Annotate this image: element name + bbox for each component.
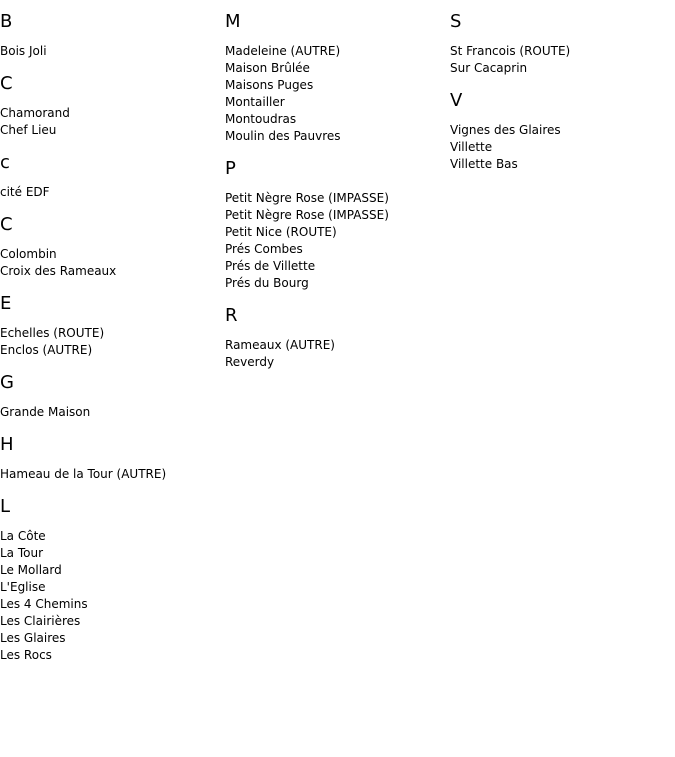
street-item[interactable]: Grande Maison [0,405,91,419]
street-item[interactable]: Le Mollard [0,563,62,577]
street-item[interactable]: Montailler [225,95,285,109]
index-column-3 [450,0,675,678]
street-list [0,246,225,280]
street-item[interactable]: Madeleine (AUTRE) [225,44,341,58]
letter-group-c [0,74,225,139]
letter-heading: C [0,214,13,235]
street-list [450,43,675,77]
letter-heading: c [0,152,10,173]
letter-group-p [225,159,450,292]
letter-heading: B [0,11,13,32]
street-item[interactable]: Maison Brûlée [225,61,310,75]
letter-heading: V [450,90,463,111]
street-list [0,43,225,60]
street-list [0,105,225,139]
street-item[interactable]: Sur Cacaprin [450,61,528,75]
street-item[interactable]: Maisons Puges [225,78,314,92]
street-list [0,466,225,483]
letter-heading: G [0,372,14,393]
street-item[interactable]: Bois Joli [0,44,47,58]
street-item[interactable]: Les Clairières [0,614,81,628]
street-item[interactable]: Villette Bas [450,157,518,171]
letter-group-c-lower [0,153,225,201]
street-item[interactable]: cité EDF [0,185,50,199]
street-item[interactable]: Chamorand [0,106,70,120]
street-item[interactable]: Petit Nègre Rose (IMPASSE) [225,208,389,222]
street-item[interactable]: Echelles (ROUTE) [0,326,105,340]
street-item[interactable]: Prés de Villette [225,259,316,273]
street-item[interactable]: Colombin [0,247,57,261]
street-item[interactable]: La Tour [0,546,44,560]
street-item[interactable]: L'Eglise [0,580,46,594]
letter-heading: S [450,11,462,32]
letter-group-l [0,497,225,664]
letter-group-c-2 [0,215,225,280]
letter-heading: H [0,434,14,455]
street-list [0,528,225,664]
street-item[interactable]: Croix des Rameaux [0,264,117,278]
street-item[interactable]: Prés Combes [225,242,303,256]
street-list [225,43,450,145]
index-column-2 [225,0,450,678]
letter-group-m [225,12,450,145]
letter-heading: E [0,293,12,314]
index-column-1 [0,0,225,678]
letter-group-v [450,91,675,173]
street-item[interactable]: Prés du Bourg [225,276,309,290]
street-list [450,122,675,173]
letter-heading: R [225,305,238,326]
street-item[interactable]: Chef Lieu [0,123,57,137]
letter-heading: P [225,158,236,179]
street-item[interactable]: Villette [450,140,493,154]
street-item[interactable]: St Francois (ROUTE) [450,44,571,58]
street-list [225,190,450,292]
street-list [225,337,450,371]
street-list [0,184,225,201]
street-item[interactable]: Enclos (AUTRE) [0,343,93,357]
street-item[interactable]: Les Rocs [0,648,52,662]
letter-heading: L [0,496,11,517]
street-item[interactable]: Les Glaires [0,631,66,645]
letter-heading: M [225,11,241,32]
street-list [0,325,225,359]
street-item[interactable]: Rameaux (AUTRE) [225,338,335,352]
street-item[interactable]: La Côte [0,529,46,543]
letter-group-b [0,12,225,60]
letter-group-h [0,435,225,483]
letter-heading: C [0,73,13,94]
letter-group-g [0,373,225,421]
street-item[interactable]: Moulin des Pauvres [225,129,341,143]
street-item[interactable]: Petit Nice (ROUTE) [225,225,337,239]
street-item[interactable]: Hameau de la Tour (AUTRE) [0,467,167,481]
street-item[interactable]: Montoudras [225,112,297,126]
street-item[interactable]: Les 4 Chemins [0,597,88,611]
street-list [0,404,225,421]
letter-group-s [450,12,675,77]
letter-group-e [0,294,225,359]
street-item[interactable]: Vignes des Glaires [450,123,561,137]
street-item[interactable]: Petit Nègre Rose (IMPASSE) [225,191,389,205]
street-item[interactable]: Reverdy [225,355,275,369]
letter-group-r [225,306,450,371]
